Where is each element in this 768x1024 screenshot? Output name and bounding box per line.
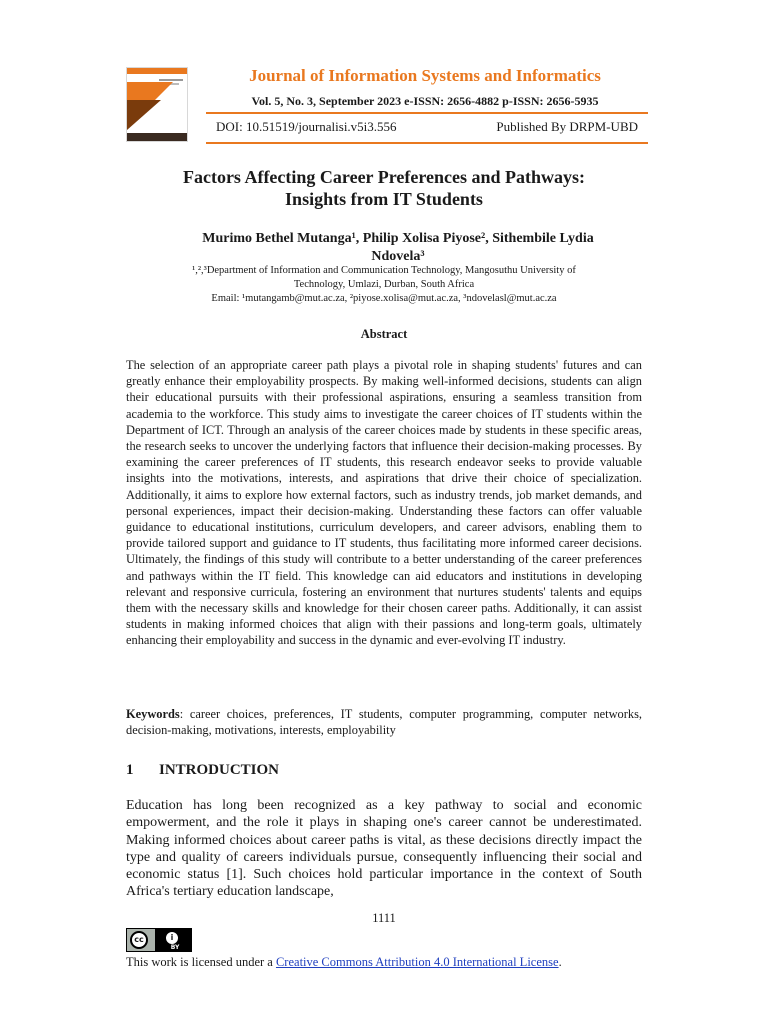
cc-by-license-badge[interactable]: [126, 928, 192, 952]
affiliation-line2: Technology, Umlazi, Durban, South Africa: [293, 279, 475, 290]
keywords-paragraph: [126, 706, 642, 738]
section-title: INTRODUCTION: [159, 762, 280, 778]
affiliation: [136, 264, 632, 292]
abstract-body: The selection of an appropriate career path plays a pivotal role in shaping students' futures and can greatly enhance their employability prospects. By making well-informed decisions, students can align their educational pursuits with their professional aspirations, ensuring a seamless transition from academia to the workforce. This study aims to investigate the career choices of IT students within the Department of ICT. Through an analysis of the career choices made by students in these specific areas, the research seeks to uncover the underlying factors that influence their decision-making processes. By examining the career preferences of IT students, this research endeavor seeks to provide valuable insights into the motivations, interests, and aspirations that drive their choice of specialization. Additionally, it aims to explore how external factors, such as industry trends, job market demands, and personal experiences, impact their decision-making. Understanding these factors can offer valuable guidance to educational institutions, curriculum developers, and career advisors, enabling them to provide tailored support and guidance to IT students, thus facilitating more informed career decisions. Ultimately, the findings of this study will contribute to a better understanding of the career preferences and pathways within the IT field. This knowledge can aid educators and institutions in developing relevant and responsive curricula, fostering an environment that nurtures students' talents and equips them with the necessary skills and knowledge for their chosen career paths. Additionally, it can assist students in making informed choices that align with their passions and long-term goals, ultimately enhancing their employability and success in the dynamic and ever-evolving IT industry.: [126, 358, 642, 648]
affiliation-line1: ¹,²,³Department of Information and Communication Technology, Mangosuthu University of: [192, 265, 576, 276]
journal-title: Journal of Information Systems and Informatics: [249, 66, 601, 85]
paper-title-line2: Insights from IT Students: [285, 189, 483, 209]
page-number: 1111: [372, 911, 396, 925]
volume-issn-line: Vol. 5, No. 3, September 2023 e-ISSN: 2656-4882 p-ISSN: 2656-5935: [251, 94, 599, 108]
paper-title-line1: Factors Affecting Career Preferences and Pathways:: [182, 167, 586, 187]
author-list: [150, 230, 646, 266]
journal-cover-thumbnail: [126, 67, 188, 142]
authors-line1: Murimo Bethel Mutanga¹, Philip Xolisa Piyose², Sithembile Lydia: [202, 231, 594, 246]
paper-title: [126, 166, 642, 210]
attribution-person-icon: i: [165, 931, 179, 945]
by-label: BY: [170, 944, 180, 951]
license-suffix: .: [558, 955, 562, 969]
introduction-body: Education has long been recognized as a key pathway to social and economic empowerment, and the role it plays in shaping one's career cannot be underestimated. Making informed choices about career paths is vital, as these decisions directly impact the type and quality of careers individuals pursue, consequently influencing their social and economic status [1]. Such choices hold particular importance in the context of South Africa's tertiary education landscape,: [126, 798, 642, 900]
section-heading-introduction: [126, 762, 279, 779]
author-emails: Email: ¹mutangamb@mut.ac.za, ²piyose.xolisa@mut.ac.za, ³ndovelasl@mut.ac.za: [211, 293, 557, 304]
header-rule-bottom: [206, 142, 648, 144]
doi-text: DOI: 10.51519/journalisi.v5i3.556: [216, 119, 397, 134]
cc-icon: cc: [130, 931, 148, 949]
license-prefix: This work is licensed under a: [126, 955, 276, 969]
license-notice: [126, 955, 562, 970]
section-number: 1: [126, 762, 134, 778]
header-rule-top: [206, 112, 648, 114]
publisher-text: Published By DRPM-UBD: [496, 119, 638, 134]
abstract-heading: Abstract: [360, 327, 408, 341]
license-link[interactable]: Creative Commons Attribution 4.0 International License: [275, 955, 559, 969]
keywords-list: : career choices, preferences, IT students, computer programming, computer networks, decision-making, motivations, interests, employability: [126, 707, 642, 738]
authors-line2: Ndovela³: [371, 249, 425, 264]
keywords-label: Keywords: [126, 707, 180, 721]
